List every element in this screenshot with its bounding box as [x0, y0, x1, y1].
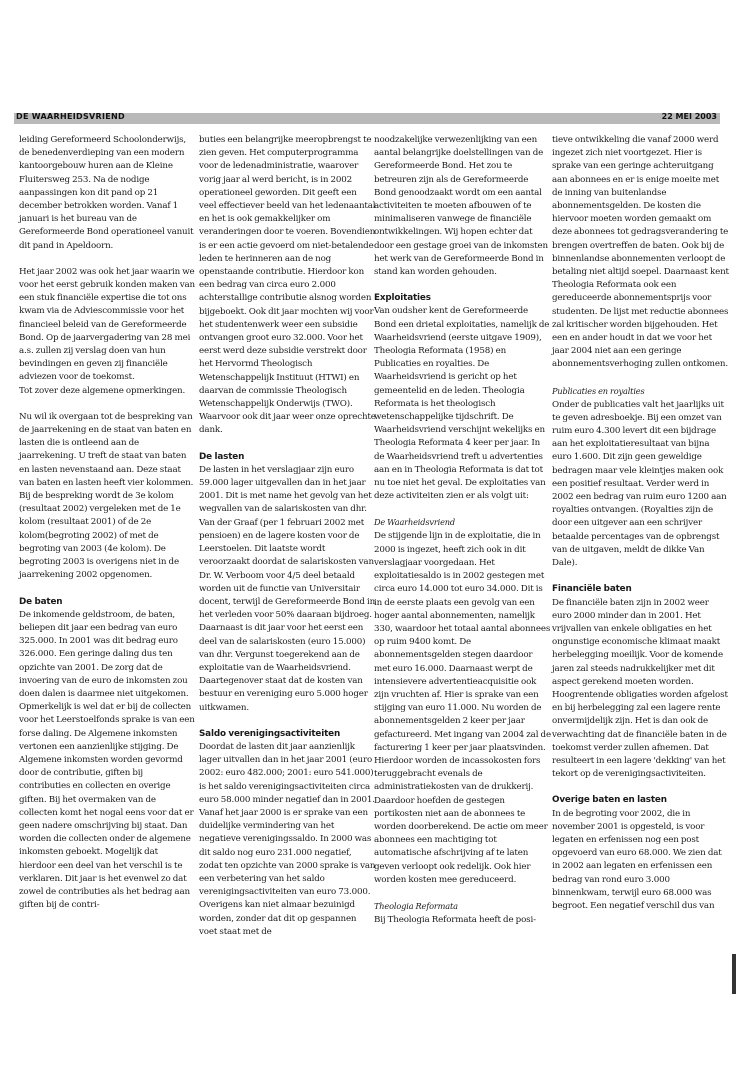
paragraph: leiding Gereformeerd Schoolonderwijs, de benedenverdieping van een modern kantoorgebouw huren aan de Kleine Fluitersweg 253. Na de nodige aanpassingen kon dit pand op 21 december betrokken worden. Vanaf 1 januari is het bureau van de Gereformeerde Bond operationeel vanuit dit pand in Apeldoorn.	[19, 135, 194, 251]
column-4	[552, 134, 729, 926]
paragraph: Onder de publicaties valt het jaarlijks uit te geven adresboekje. Bij een omzet van ruim euro 4.300 levert dit een bijdrage aan het exploitatieresultaat van bijna euro 1.600. Dit zijn geen geweldige bedragen maar vele kleintjes maken ook een positief resultaat. Verder werd in 2002 een bedrag van ruim euro 1200 aan royalties ontvangen. (Royalties zijn de door een uitgever aan een schrijver betaalde percentages van de opbrengst van de uitgaven, meldt de dikke Van Dale).	[552, 399, 727, 569]
column-3	[374, 134, 551, 940]
subheading-publicaties: Publicaties en royalties	[552, 385, 645, 396]
subheading-theologia-reformata: Theologia Reformata	[374, 900, 458, 911]
paragraph: De stijgende lijn in de exploitatie, die in 2000 is ingezet, heeft zich ook in dit verslagjaar voorgedaan. Het exploitatiesaldo is in 2002 gestegen met circa euro 14.000 tot euro 34.000. Dit is in de eerste plaats een gevolg van een hoger aantal abonnementen, namelijk 330, waardoor het totaal aantal abonnees op ruim 9400 komt. De abonnementsgelden stegen daardoor met euro 16.000. Daarnaast werpt de intensievere advertentieacquisitie ook zijn vruchten af. Hier is sprake van een stijging van euro 11.000. Nu worden de abonnementsgelden 2 keer per jaar gefactureerd. Met ingang van 2004 zal de facturering 1 keer per jaar plaatsvinden. Hierdoor worden de incassokosten fors teruggebracht evenals de administratiekosten van de drukkerij. Daardoor hoefden de gestegen portikosten niet aan de abonnees te worden doorberekend. De actie om meer abonnees een machtiging tot automatische afschrijving af te laten geven verloopt ook redelijk. Ook hier worden kosten mee gereduceerd.	[374, 531, 551, 885]
issue-date: 22 MEI 2003	[661, 112, 717, 121]
section-heading-financiele-baten: Financiële baten	[552, 584, 632, 595]
scan-edge-mark	[732, 954, 736, 994]
paragraph: De financiële baten zijn in 2002 weer euro 2000 minder dan in 2001. Het vrijvallen van enkele obligaties en het ongunstige economische klimaat maakt herbelegging moeilijk. Voor de komende jaren zal steeds nadrukkelijker met dit aspect gerekend moeten worden. Hoogrentende obligaties worden afgelost en bij herbelegging zal een lagere rente onvermijdelijk zijn. Het is dan ook de verwachting dat de financiële baten in de toekomst verder zullen afnemen. Dat resulteert in een lagere 'dekking' van het tekort op de verenigingsactiviteiten.	[552, 597, 728, 780]
section-heading-saldo: Saldo verenigingsactiviteiten	[199, 728, 341, 739]
paragraph: Tot zover deze algemene opmerkingen.	[19, 385, 186, 396]
section-heading-overige: Overige baten en lasten	[552, 795, 667, 806]
subheading-waarheidsvriend: De Waarheidsvriend	[374, 517, 455, 528]
section-heading-exploitaties: Exploitaties	[374, 293, 431, 304]
paragraph: Nu wil ik overgaan tot de bespreking van de jaarrekening en de staat van baten en lasten die is ontleend aan de jaarrekening. U treft de staat van baten en lasten nevenstaand aan. Deze staat van baten en lasten heeft vier kolommen. Bij de bespreking wordt de 3e kolom (resultaat 2002) vergeleken met de 1e kolom (resultaat 2001) of de 2e kolom(begroting 2002) of met de begroting van 2003 (4e kolom). De begroting 2003 is overigens niet in de jaarrekening 2002 opgenomen.	[19, 411, 194, 581]
publication-name: DE WAARHEIDSVRIEND	[16, 112, 125, 121]
paragraph: buties een belangrijke meeropbrengst te zien geven. Het computerprogramma voor de ledenadministratie, waarover vorig jaar al werd bericht, is in 2002 operationeel geworden. Dit geeft een veel effectiever beeld van het ledenaantal en het is ook gemakkelijker om veranderingen door te voeren. Bovendien is er een actie gevoerd om niet-betalende leden te herinneren aan de nog openstaande contributie. Hierdoor kon een bedrag van circa euro 2.000 achterstallige contributie alsnog worden bijgeboekt. Ook dit jaar mochten wij voor het studentenwerk weer een subsidie ontvangen groot euro 32.000. Voor het eerst werd deze subsidie verstrekt door het Hervormd Theologisch Wetenschappelijk Instituut (HTWI) en daarvan de commissie Theologisch Wetenschappelijk Onderwijs (TWO). Waarvoor ook dit jaar weer onze oprechte dank.	[199, 135, 376, 436]
section-heading-baten: De baten	[19, 596, 63, 607]
paragraph: Van oudsher kent de Gereformeerde Bond een drietal exploitaties, namelijk de Waarheidsvriend (eerste uitgave 1909), Theologia Reformata (1958) en Publicaties en royalties. De Waarheidsvriend is gericht op het gemeentelid en de leden. Theologia Reformata is het theologisch wetenschappelijke tijdschrift. De Waarheidsvriend verschijnt wekelijks en Theologia Reformata 4 keer per jaar. In de Waarheidsvriend treft u advertenties aan en in Theologia Reformata is dat tot nu toe niet het geval. De exploitaties van deze activiteiten zien er als volgt uit:	[374, 306, 550, 502]
paragraph: Het jaar 2002 was ook het jaar waarin we voor het eerst gebruik konden maken van een stuk financiële expertise die tot ons kwam via de Adviescommissie voor het financieel beleid van de Gereformeerde Bond. Op de jaarvergadering van 28 mei a.s. zullen zij verslag doen van hun bevindingen en geven zij financiële adviezen voor de toekomst.	[19, 266, 195, 383]
paragraph: De lasten in het verslagjaar zijn euro 59.000 lager uitgevallen dan in het jaar 2001. Dit is met name het gevolg van het wegvallen van de salariskosten van dhr. Van der Graaf (per 1 februari 2002 met pensioen) en de lagere kosten voor de Leerstoelen. Dit laatste wordt veroorzaakt doordat de salariskosten van Dr. W. Verboom voor 4/5 deel betaald worden uit de functie van Universitair docent, terwijl de Gereformeerde Bond in het verleden voor 50% daaraan bijdroeg. Daarnaast is dit jaar voor het eerst een deel van de salariskosten (euro 15.000) van dhr. Vergunst toegerekend aan de exploitatie van de Waarheidsvriend. Daartegenover staat dat de kosten van bestuur en vereniging euro 5.000 hoger uitkwamen.	[199, 464, 376, 713]
paragraph: tieve ontwikkeling die vanaf 2000 werd ingezet zich niet voortgezet. Hier is sprake van een geringe achteruitgang aan abonnees en er is enige moeite met de inning van buitenlandse abonnementsgelden. De kosten die hiervoor moeten worden gemaakt om deze abonnees tot gedragsverandering te brengen overtreffen de baten. Ook bij de binnenlandse abonnementen verloopt de betaling niet altijd soepel. Daarnaast kent Theologia Reformata ook een gereduceerde abonnementsprijs voor studenten. De lijst met reductie abonnees zal kritischer worden bijgehouden. Het een en ander houdt in dat we voor het jaar 2004 niet aan een geringe abonnementsverhoging zullen ontkomen.	[552, 135, 729, 370]
paragraph: Doordat de lasten dit jaar aanzienlijk lager uitvallen dan in het jaar 2001 (euro 2002: euro 482.000; 2001: euro 541.000) is het saldo verenigingsactiviteiten circa euro 58.000 minder negatief dan in 2001. Vanaf het jaar 2000 is er sprake van een duidelijke vermindering van het negatieve verenigingssaldo. In 2000 was dit saldo nog euro 231.000 negatief, zodat ten opzichte van 2000 sprake is van een verbetering van het saldo verenigingsactiviteiten van euro 73.000. Overigens kan niet almaar bezuinigd worden, zonder dat dit op gespannen voet staat met de	[199, 741, 376, 937]
paragraph: noodzakelijke verwezenlijking van een aantal belangrijke doelstellingen van de Gereformeerde Bond. Het zou te betreuren zijn als de Gereformeerde Bond genoodzaakt wordt om een aantal activiteiten te moeten afbouwen of te minimaliseren vanwege de financiële ontwikkelingen. Wij hopen echter dat door een gestage groei van de inkomsten het werk van de Gereformeerde Bond in stand kan worden gehouden.	[374, 135, 548, 278]
section-heading-lasten: De lasten	[199, 451, 245, 462]
paragraph: De inkomende geldstroom, de baten, beliepen dit jaar een bedrag van euro 325.000. In 2001 was dit bedrag euro 326.000. Een geringe daling dus ten opzichte van 2001. De zorg dat de invoering van de euro de inkomsten zou doen dalen is daarmee niet uitgekomen. Opmerkelijk is wel dat er bij de collecten voor het Leerstoelfonds sprake is van een forse daling. De Algemene inkomsten vertonen een aanzienlijke stijging. De Algemene inkomsten worden gevormd door de contributie, giften bij contributies en collecten en overige giften. Bij het overmaken van de collecten komt het nogal eens voor dat er geen nadere omschrijving bij staat. Dan worden die collecten onder de algemene inkomsten geboekt. Mogelijk dat hierdoor een deel van het verschil is te verklaren. Dit jaar is het evenwel zo dat zowel de contributies als het bedrag aan giften bij de contri-	[19, 609, 195, 911]
paragraph: In de begroting voor 2002, die in november 2001 is opgesteld, is voor legaten en erfenissen nog een post opgevoerd van euro 68.000. We zien dat in 2002 aan legaten en erfenissen een bedrag van rond euro 3.000 binnenkwam, terwijl euro 68.000 was begroot. Een negatief verschil dus van	[552, 808, 722, 911]
column-2	[199, 134, 376, 952]
column-1	[19, 134, 196, 925]
paragraph: Bij Theologia Reformata heeft de posi-	[374, 914, 536, 925]
page-header	[14, 113, 720, 124]
